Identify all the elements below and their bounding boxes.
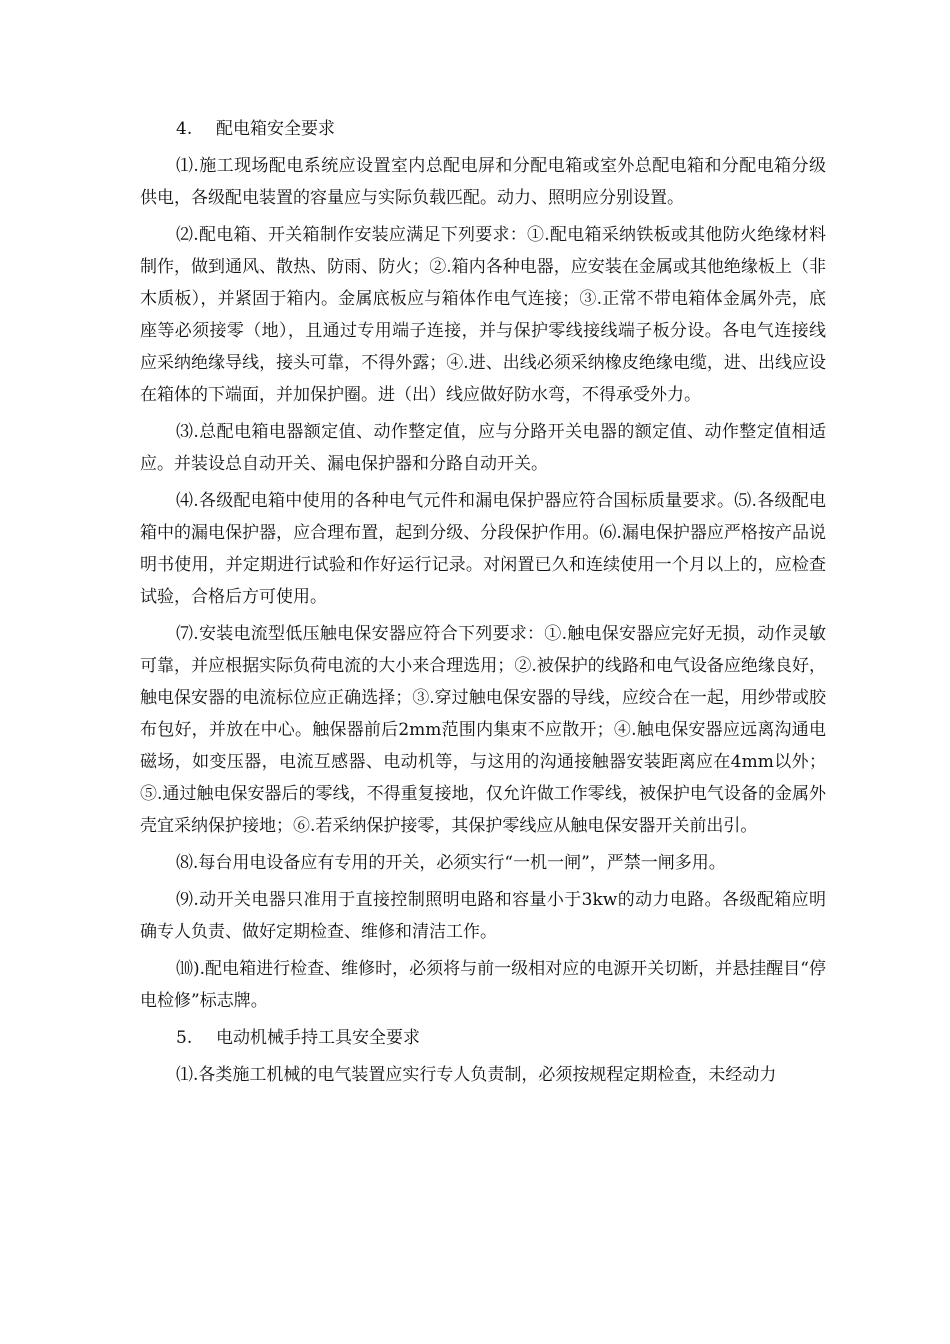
paragraph-4: ⑷.各级配电箱中使用的各种电气元件和漏电保护器应符合国标质量要求。⑸.各级配电箱中的漏电保护器，应合理布置，起到分级、分段保护作用。⑹.漏电保护器应严格按产品说明书使用，并定期进行试验和作好运行记录。对闲置已久和连续使用一个月以上的，应检查试验，合格后方可使用。 [140,491,826,607]
paragraph-5: ⑺.安装电流型低压触电保安器应符合下列要求：①.触电保安器应完好无损，动作灵敏可靠，并应根据实际负荷电流的大小来合理选用；②.被保护的线路和电气设备应绝缘良好，触电保安器的电流标位应正确选择；③.穿过触电保安器的导线，应绞合在一起，用纱带或胶布包好，并放在中心。触保器前后2mm范围内集束不应散开；④.触电保安器应远离沟通电磁场，如变压器，电流互感器、电动机等，与这用的沟通接触器安装距离应在4mm以外；⑤.通过触电保安器后的零线，不得重复接地，仅允许做工作零线，被保护电气设备的金属外壳宜采纳保护接地；⑥.若采纳保护接零，其保护零线应从触电保安器开关前出引。 [140,624,826,836]
section-heading-5 [140,1022,826,1054]
paragraph-9: ⑴.各类施工机械的电气装置应实行专人负责制，必须按规程定期检查，未经动力 [176,1065,777,1085]
paragraph-7: ⑼.动开关电器只准用于直接控制照明电路和容量小于3kw的动力电路。各级配箱应明确专人负责、做好定期检查、维修和清洁工作。 [140,890,826,942]
section-number: 4. [176,119,193,139]
paragraph-8: ⑽).配电箱进行检查、维修时，必须将与前一级相对应的电源开关切断，并悬挂醒目“停电检修”标志牌。 [140,959,826,1011]
paragraph-1: ⑴.施工现场配电系统应设置室内总配电屏和分配电箱或室外总配电箱和分配电箱分级供电，各级配电装置的容量应与实际负载匹配。动力、照明应分别设置。 [140,156,826,208]
paragraph-3: ⑶.总配电箱电器额定值、动作整定值，应与分路开关电器的额定值、动作整定值相适应。并装设总自动开关、漏电保护器和分路自动开关。 [140,422,826,474]
section-number: 5. [176,1028,193,1048]
section-title: 电动机械手持工具安全要求 [216,1028,420,1048]
paragraph-2: ⑵.配电箱、开关箱制作安装应满足下列要求：①.配电箱采纳铁板或其他防火绝缘材料制作，做到通风、散热、防雨、防火；②.箱内各种电器，应安装在金属或其他绝缘板上（非木质板），并紧固于箱内。金属底板应与箱体作电气连接；③.正常不带电箱体金属外壳，底座等必须接零（地），且通过专用端子连接，并与保护零线接线端子板分设。各电气连接线应采纳绝缘导线，接头可靠，不得外露；④.进、出线必须采纳橡皮绝缘电缆，进、出线应设在箱体的下端面，并加保护圈。进（出）线应做好防水弯，不得承受外力。 [140,225,826,405]
paragraph-6: ⑻.每台用电设备应有专用的开关，必须实行“一机一闸”，严禁一闸多用。 [176,853,726,873]
document-body [140,113,826,1096]
section-title: 配电箱安全要求 [216,119,335,139]
section-heading-4 [140,113,826,145]
